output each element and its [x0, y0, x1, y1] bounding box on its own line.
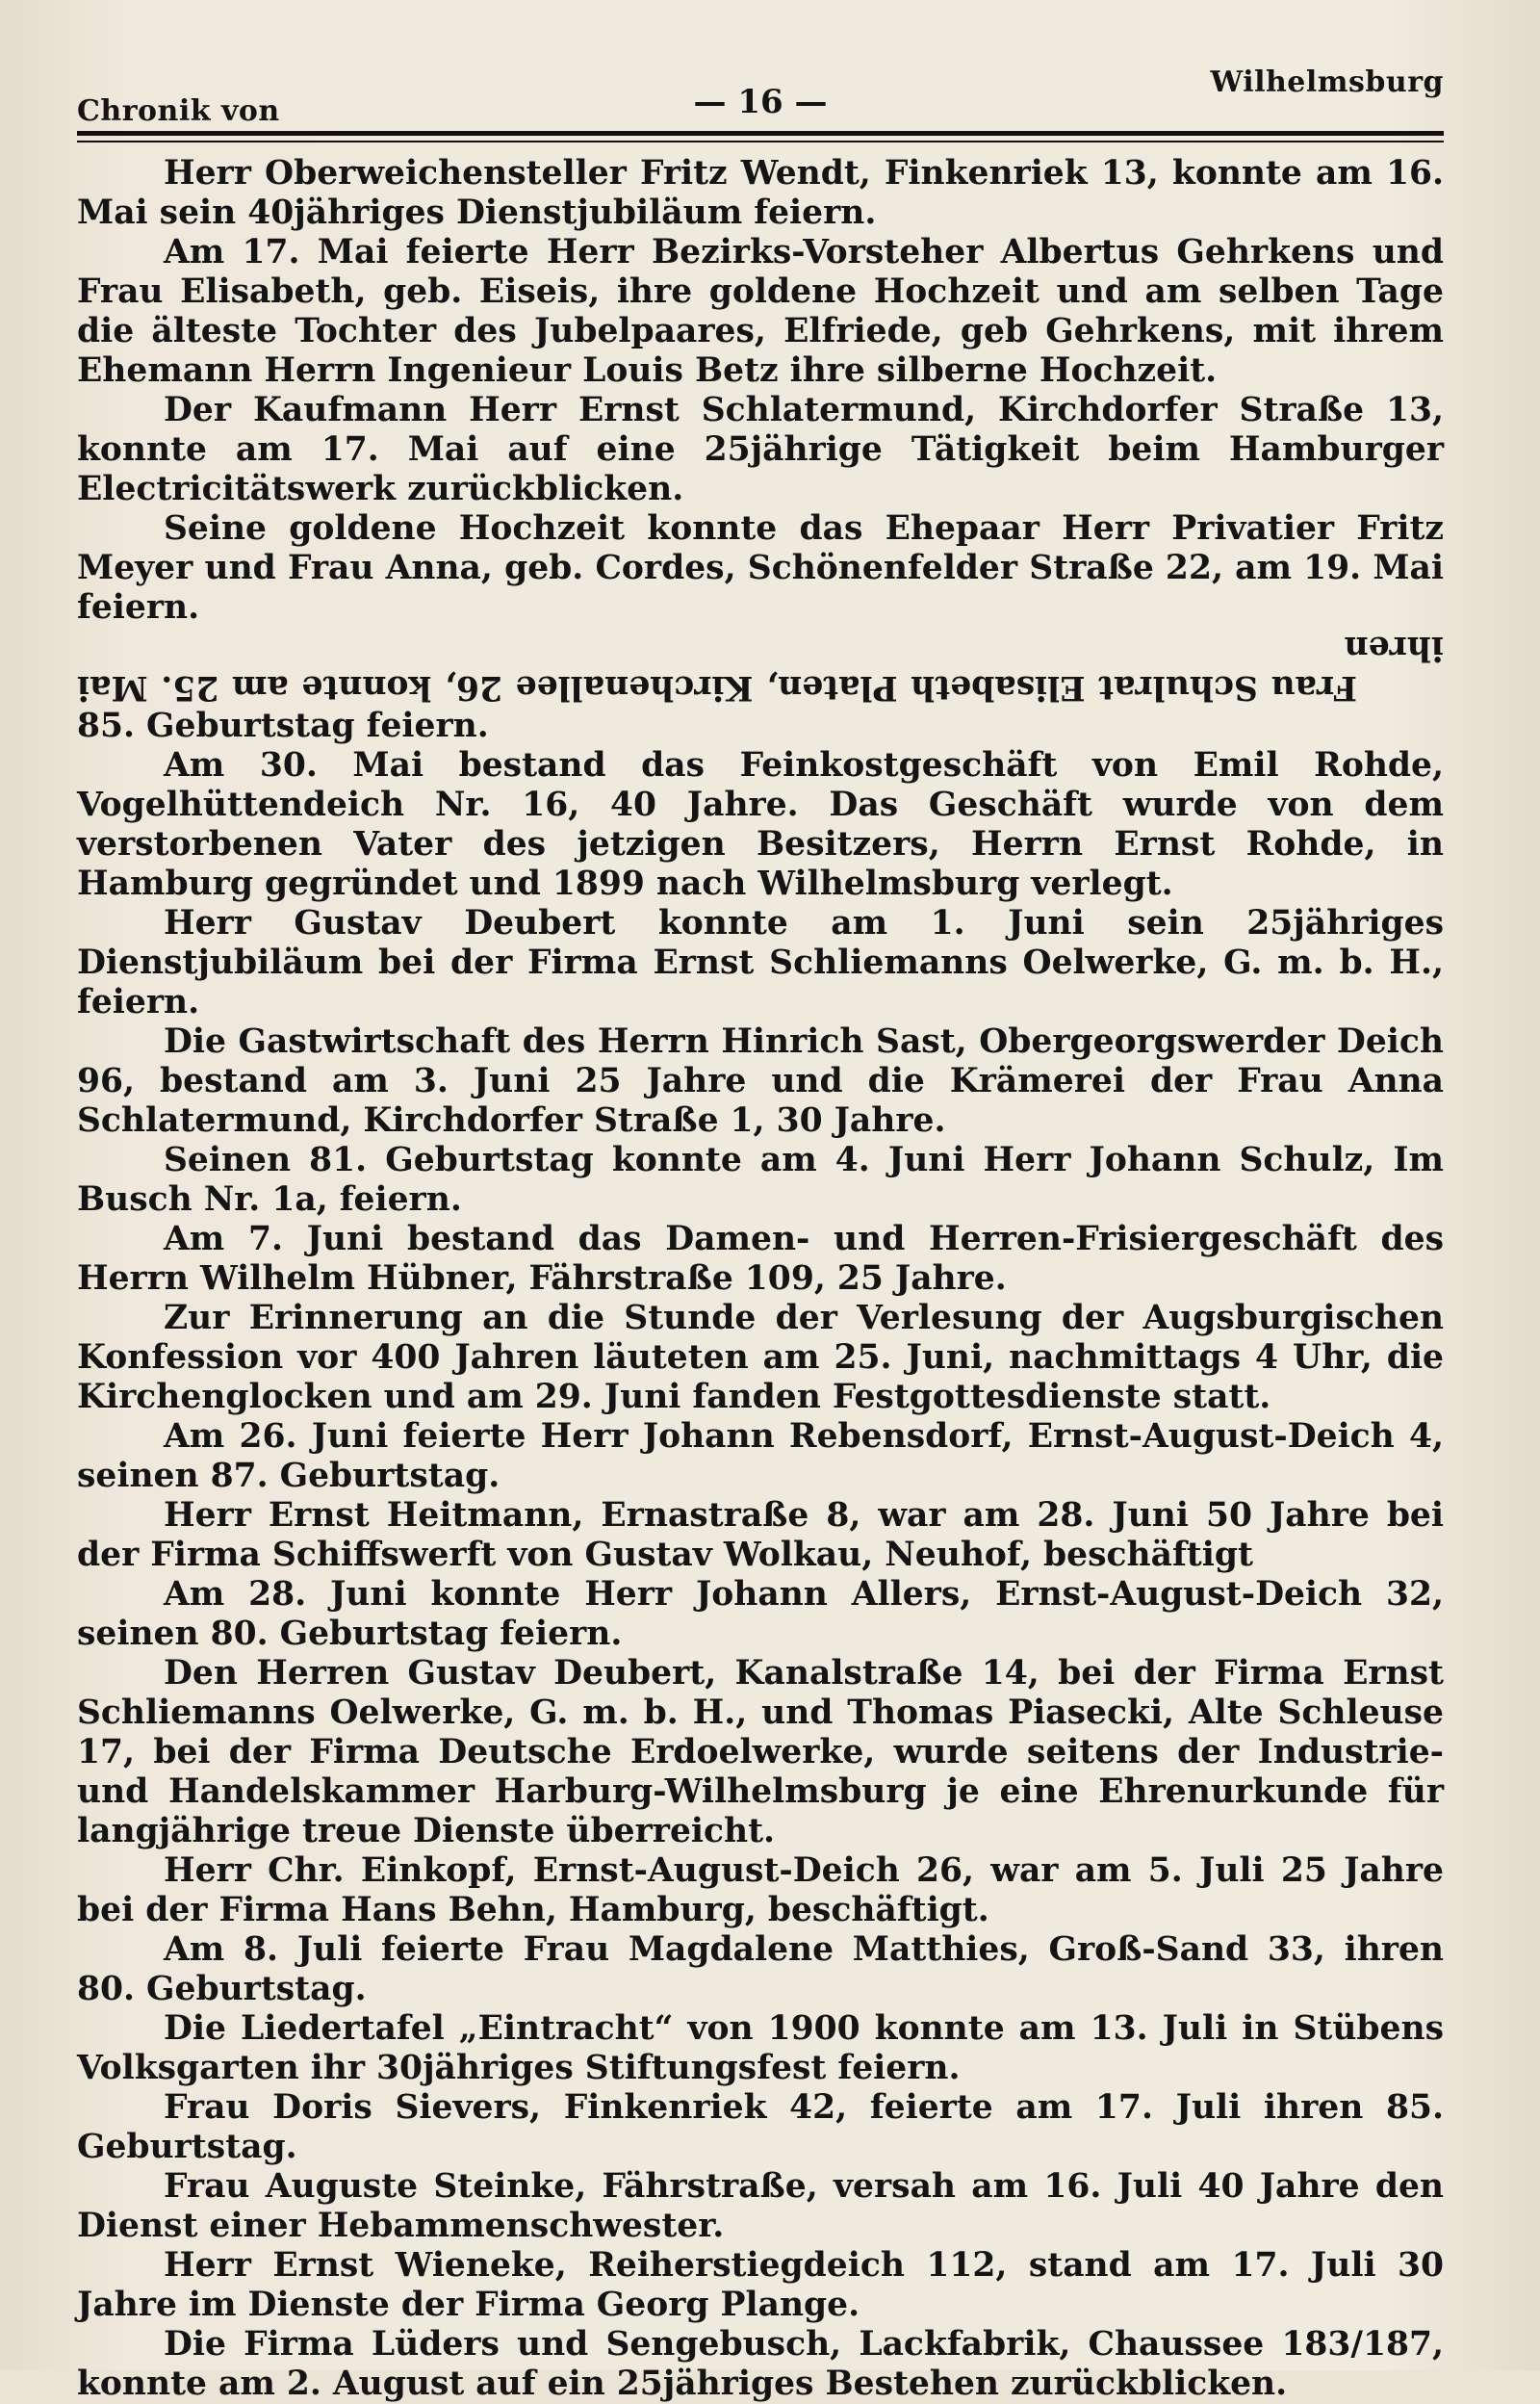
page-number: — 16 — [693, 83, 828, 121]
chronicle-text [77, 154, 1444, 2404]
paragraph: Am 30. Mai bestand das Feinkostgeschäft von Emil Rohde, Vogelhüttendeich Nr. 16, 40 Jahre. Das Geschäft wurde von dem verstorbenen Vater des jetzigen Besitzers, Herrn Ernst Rohde, in Hamburg gegründet und 1899 nach Wilhelmsburg verlegt. [77, 746, 1444, 903]
header-rule-thick [77, 131, 1444, 136]
paragraph: 85. Geburtstag feiern. [77, 707, 489, 745]
paragraph: Die Liedertafel „Eintracht“ von 1900 konnte am 13. Juli in Stübens Volksgarten ihr 30jähriges Stiftungsfest feiern. [77, 2009, 1444, 2087]
paragraph: Seinen 81. Geburtstag konnte am 4. Juni Herr Johann Schulz, Im Busch Nr. 1a, feiern. [77, 1141, 1444, 1219]
paragraph: Herr Gustav Deubert konnte am 1. Juni sein 25jähriges Dienstjubiläum bei der Firma Ernst Schliemanns Oelwerke, G. m. b. H., feiern. [77, 904, 1444, 1021]
paragraph: Herr Chr. Einkopf, Ernst-August-Deich 26, war am 5. Juli 25 Jahre bei der Firma Hans Behn, Hamburg, beschäftigt. [77, 1851, 1444, 1929]
paragraph: Frau Auguste Steinke, Fährstraße, versah am 16. Juli 40 Jahre den Dienst einer Hebammenschwester. [77, 2167, 1444, 2245]
paragraph: Herr Ernst Wieneke, Reiherstiegdeich 112, stand am 17. Juli 30 Jahre im Dienste der Firma Georg Plange. [77, 2246, 1444, 2324]
paragraph: Am 7. Juni bestand das Damen- und Herren-Frisiergeschäft des Herrn Wilhelm Hübner, Fährstraße 109, 25 Jahre. [77, 1220, 1444, 1298]
paragraph: Seine goldene Hochzeit konnte das Ehepaar Herr Privatier Fritz Meyer und Frau Anna, geb. Cordes, Schönenfelder Straße 22, am 19. Mai feiern. [77, 509, 1444, 627]
paragraph: Am 17. Mai feierte Herr Bezirks-Vorsteher Albertus Gehrkens und Frau Elisabeth, geb. Eiseis, ihre goldene Hochzeit und am selben Tage die älteste Tochter des Jubelpaares, Elfriede, geb Gehrkens, mit ihrem Ehemann Herrn Ingenieur Louis Betz ihre silberne Hochzeit. [77, 233, 1444, 390]
paragraph: Am 26. Juni feierte Herr Johann Rebensdorf, Ernst-August-Deich 4, seinen 87. Geburtstag. [77, 1417, 1444, 1495]
header-right-title: Wilhelmsburg [1210, 65, 1444, 99]
paragraph: Frau Doris Sievers, Finkenriek 42, feierte am 17. Juli ihren 85. Geburtstag. [77, 2088, 1444, 2166]
paragraph: Die Firma Lüders und Sengebusch, Lackfabrik, Chaussee 183/187, konnte am 2. August auf ein 25jähriges Bestehen zurückblicken. [77, 2325, 1444, 2403]
paragraph: Die Gastwirtschaft des Herrn Hinrich Sast, Obergeorgswerder Deich 96, bestand am 3. Juni 25 Jahre und die Krämerei der Frau Anna Schlatermund, Kirchdorfer Straße 1, 30 Jahre. [77, 1022, 1444, 1140]
paragraph: Herr Oberweichensteller Fritz Wendt, Finkenriek 13, konnte am 16. Mai sein 40jähriges Dienstjubiläum feiern. [77, 154, 1444, 232]
paragraph: Den Herren Gustav Deubert, Kanalstraße 14, bei der Firma Ernst Schliemanns Oelwerke, G. m. b. H., und Thomas Piasecki, Alte Schleuse 17, bei der Firma Deutsche Erdoelwerke, wurde seitens der Industrie- und Handelskammer Harburg-Wilhelmsburg je eine Ehrenurkunde für langjährige treue Dienste überreicht. [77, 1654, 1444, 1850]
paragraph: Am 8. Juli feierte Frau Magdalene Matthies, Groß-Sand 33, ihren 80. Geburtstag. [77, 1930, 1444, 2008]
paragraph: Zur Erinnerung an die Stunde der Verlesung der Augsburgischen Konfession vor 400 Jahren läuteten am 25. Juni, nachmittags 4 Uhr, die Kirchenglocken und am 29. Juni fanden Festgottesdienste statt. [77, 1299, 1444, 1416]
paragraph: Am 28. Juni konnte Herr Johann Allers, Ernst-August-Deich 32, seinen 80. Geburtstag feiern. [77, 1575, 1444, 1653]
paragraph: Der Kaufmann Herr Ernst Schlatermund, Kirchdorfer Straße 13, konnte am 17. Mai auf eine 25jährige Tätigkeit beim Hamburger Electricitätswerk zurückblicken. [77, 391, 1444, 508]
page-header [77, 56, 1444, 133]
header-left-title: Chronik von [77, 94, 280, 128]
paragraph: Herr Ernst Heitmann, Ernastraße 8, war am 28. Juni 50 Jahre bei der Firma Schiffswerft von Gustav Wolkau, Neuhof, beschäftigt [77, 1496, 1444, 1574]
paragraph-upside-down: Frau Schulrat Elisabeth Platen, Kirchenallee 26, konnte am 25. Mai ihren [77, 629, 1444, 707]
header-rule-thin [77, 141, 1444, 142]
